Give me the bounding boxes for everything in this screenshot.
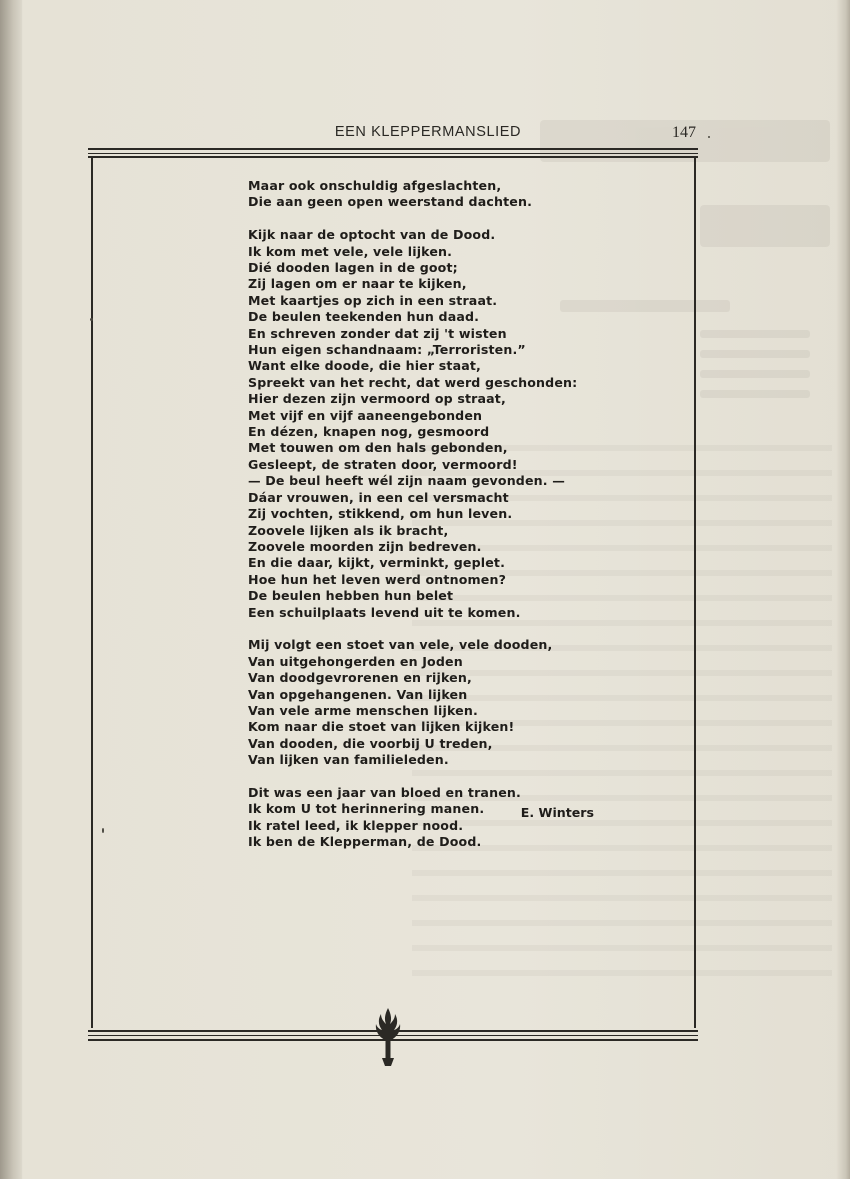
poem-line: Gesleept, de straten door, vermoord! bbox=[248, 456, 518, 472]
print-speck bbox=[708, 136, 710, 138]
poem-line: Van doodgevrorenen en rijken, bbox=[248, 670, 472, 686]
poem-line: Ik kom met vele, vele lijken. bbox=[248, 243, 453, 259]
header-rule-thin bbox=[88, 153, 698, 154]
poem-line: Spreekt van het recht, dat werd geschonden: bbox=[248, 374, 578, 390]
poem-line: En schreven zonder dat zij 't wisten bbox=[248, 325, 507, 341]
poem-line: Hun eigen schandnaam: „Terroristen.” bbox=[248, 342, 526, 358]
poem-line: Hier dezen zijn vermoord op straat, bbox=[248, 391, 506, 407]
poem-line: Maar ook onschuldig afgeslachten, bbox=[248, 178, 502, 193]
poem-line: Van opgehangenen. Van lijken bbox=[248, 686, 468, 702]
poem-line: Van uitgehongerden en Joden bbox=[248, 653, 463, 669]
poem-line: Van lijken van familieleden. bbox=[248, 752, 449, 768]
page-edge-shadow bbox=[836, 0, 850, 1179]
poem-line: Ik kom U tot herinnering manen. bbox=[248, 801, 485, 817]
header-rule-top bbox=[88, 148, 698, 150]
poem-body bbox=[248, 178, 578, 867]
poem-line: Die aan geen open weerstand dachten. bbox=[248, 194, 533, 210]
book-spine-shadow bbox=[0, 0, 22, 1179]
poem-line: Dié dooden lagen in de goot; bbox=[248, 260, 458, 276]
poem-line: En dézen, knapen nog, gesmoord bbox=[248, 424, 490, 440]
poem-line: Met kaartjes op zich in een straat. bbox=[248, 292, 498, 308]
print-speck bbox=[102, 828, 104, 833]
header-rule-bottom bbox=[88, 156, 698, 158]
poem-line: Kom naar die stoet van lijken kijken! bbox=[248, 719, 515, 735]
poem-line: Ik ratel leed, ik klepper nood. bbox=[248, 817, 464, 833]
frame-right-border bbox=[694, 158, 696, 1028]
poem-line: Kijk naar de optocht van de Dood. bbox=[248, 227, 496, 243]
poem-line: Een schuilplaats levend uit te komen. bbox=[248, 604, 521, 620]
poem-line: Van vele arme menschen lijken. bbox=[248, 702, 478, 718]
running-title: EEN KLEPPERMANSLIED bbox=[334, 124, 522, 140]
poem-line: Zij lagen om er naar te kijken, bbox=[248, 276, 467, 292]
poem-line: De beulen hebben hun belet bbox=[248, 588, 454, 604]
running-header bbox=[88, 124, 700, 146]
poem-line: Mij volgt een stoet van vele, vele dooden, bbox=[248, 637, 553, 653]
poem-line: Ik ben de Klepperman, de Dood. bbox=[248, 834, 482, 850]
poem-line: Zij vochten, stikkend, om hun leven. bbox=[248, 506, 513, 522]
poem-line: Dáar vrouwen, in een cel versmacht bbox=[248, 489, 509, 505]
poem-line: — De beul heeft wél zijn naam gevonden. — bbox=[248, 473, 565, 489]
poem-stanza bbox=[248, 637, 578, 768]
poem-author: E. Winters bbox=[520, 805, 594, 820]
poem-line: Met vijf en vijf aaneengebonden bbox=[248, 407, 483, 423]
page-number: 147 bbox=[672, 124, 696, 141]
poem-line: Zoovele lijken als ik bracht, bbox=[248, 522, 449, 538]
poem-line: De beulen teekenden hun daad. bbox=[248, 309, 480, 325]
frame-left-border bbox=[91, 158, 93, 1028]
flame-torch-icon bbox=[372, 1006, 404, 1068]
poem-line: Van dooden, die voorbij U treden, bbox=[248, 735, 493, 751]
poem-line: Zoovele moorden zijn bedreven. bbox=[248, 538, 482, 554]
poem-line: En die daar, kijkt, verminkt, geplet. bbox=[248, 555, 506, 571]
poem-line: Hoe hun het leven werd ontnomen? bbox=[248, 571, 507, 587]
poem-line: Met touwen om den hals gebonden, bbox=[248, 440, 508, 456]
poem-line: Want elke doode, die hier staat, bbox=[248, 358, 481, 374]
poem-line: Dit was een jaar van bloed en tranen. bbox=[248, 784, 521, 800]
poem-stanza bbox=[248, 178, 578, 211]
print-speck bbox=[90, 318, 93, 321]
poem-stanza bbox=[248, 227, 578, 621]
